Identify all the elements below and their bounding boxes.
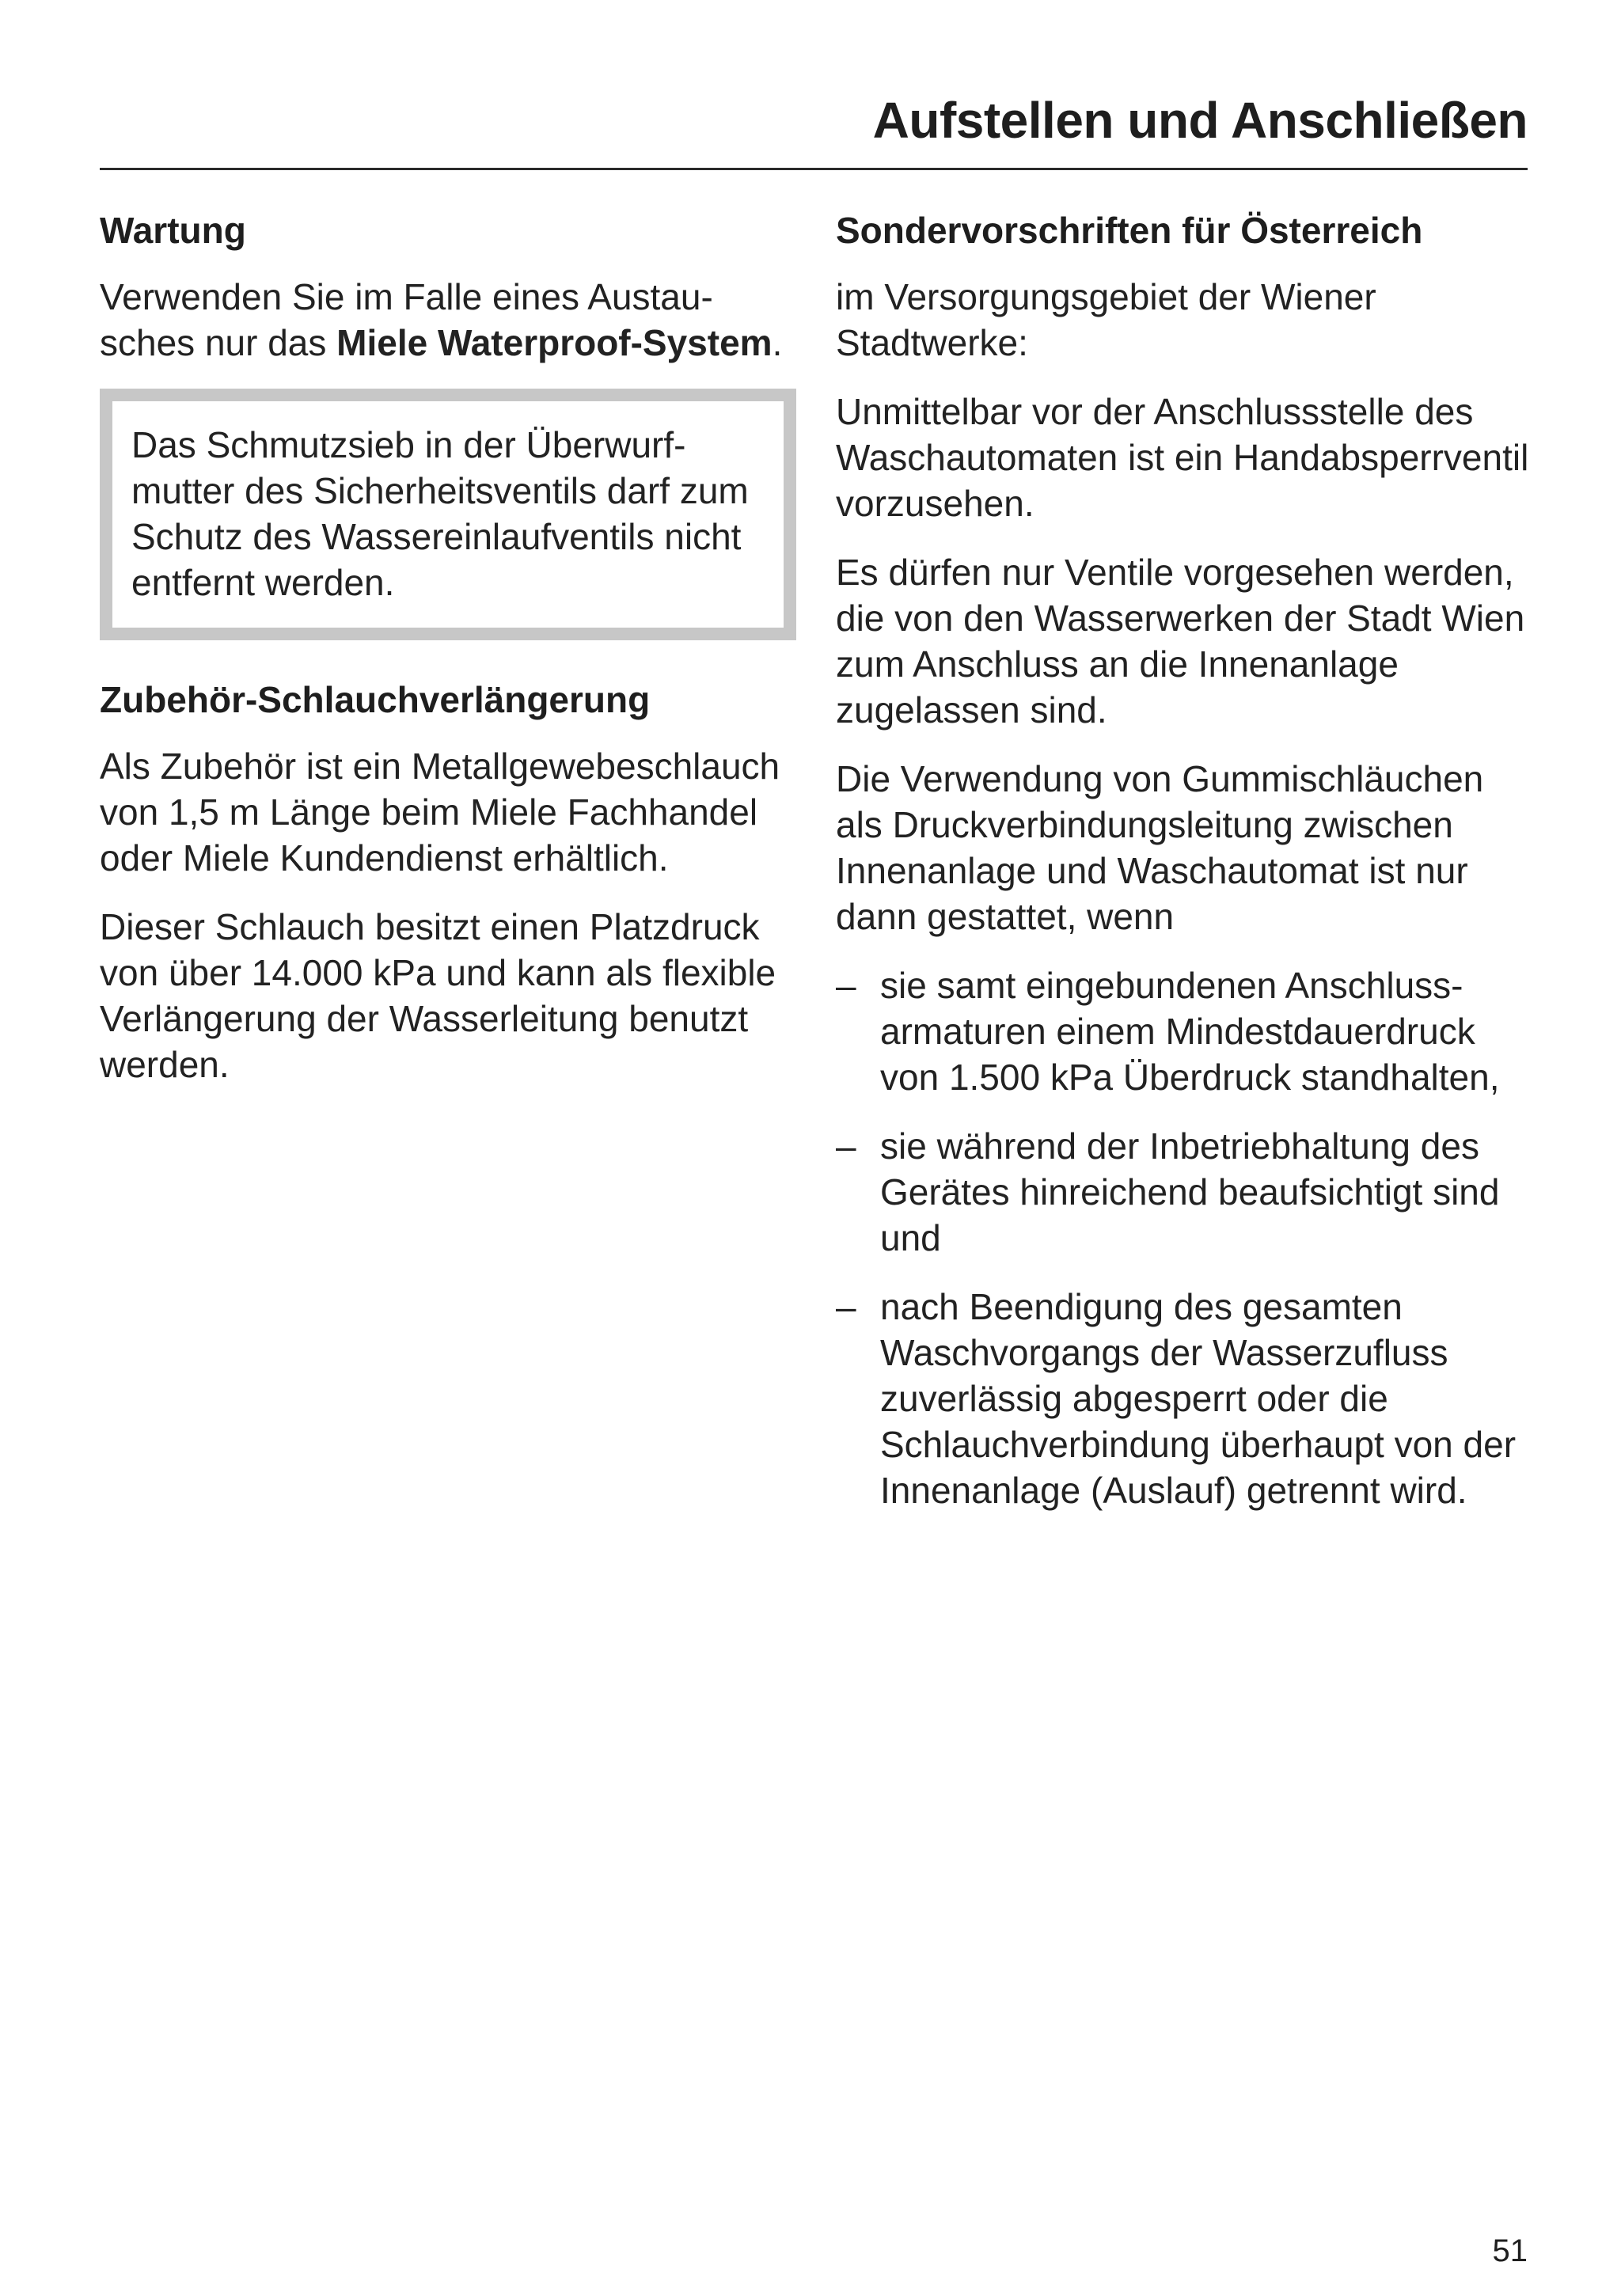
austria-paragraph-1: im Versorgungsgebiet der Wiener Stadtwerke: bbox=[836, 276, 1376, 363]
left-column bbox=[100, 207, 793, 1110]
page-title: Aufstellen und Anschließen bbox=[872, 92, 1528, 149]
austria-paragraph-2: Unmittelbar vor der Anschlussstelle des Waschautomaten ist ein Handabsperrventil vorzusehen. bbox=[836, 391, 1529, 524]
header-rule bbox=[100, 168, 1528, 170]
dash-bullet: – bbox=[836, 1286, 856, 1327]
list-item bbox=[836, 1284, 1532, 1513]
list-item bbox=[836, 962, 1532, 1100]
warning-text: Das Schmutzsieb in der Überwurfmutter des Sicherheitsventils darf zum Schutz des Wassereinlaufventils nicht entfernt werden. bbox=[131, 424, 749, 603]
list-item-text: sie samt eingebundenen Anschlussarmaturen einem Mindestdauerdruck von 1.500 kPa Überdruck standhalten, bbox=[880, 965, 1500, 1098]
wartung-paragraph bbox=[100, 274, 793, 366]
wartung-text-post: . bbox=[772, 322, 783, 363]
right-column bbox=[836, 207, 1532, 1536]
wartung-text-bold: Miele Waterproof-System bbox=[336, 322, 773, 363]
warning-box bbox=[100, 389, 796, 640]
page-number: 51 bbox=[1492, 2233, 1528, 2268]
list-item-text: nach Beendigung des gesamten Waschvorgangs der Wasserzufluss zuverlässig abgesperrt oder die Schlauchverbindung überhaupt von der Innenanlage (Auslauf) getrennt wird. bbox=[880, 1286, 1517, 1511]
list-item-text: sie während der Inbetriebhaltung des Gerätes hinreichend beaufsichtigt sind und bbox=[880, 1125, 1500, 1258]
austria-heading: Sondervorschriften für Österreich bbox=[836, 210, 1423, 251]
austria-paragraph-3: Es dürfen nur Ventile vorgesehen werden, die von den Wasserwerken der Stadt Wien zum Anschluss an die Innenanlage zugelassen sind. bbox=[836, 552, 1525, 731]
dash-bullet: – bbox=[836, 965, 856, 1006]
zubehoer-heading: Zubehör-Schlauchverlängerung bbox=[100, 679, 651, 720]
zubehoer-paragraph-1: Als Zubehör ist ein Metallgewebeschlauch von 1,5 m Länge beim Miele Fachhandel oder Miele Kundendienst erhältlich. bbox=[100, 746, 780, 879]
conditions-list bbox=[836, 962, 1532, 1513]
wartung-text-pre: Verwenden Sie im Falle eines Austausches nur das bbox=[100, 276, 713, 363]
dash-bullet: – bbox=[836, 1125, 856, 1167]
zubehoer-paragraph-2: Dieser Schlauch besitzt einen Platzdruck von über 14.000 kPa und kann als flexible Verlängerung der Wasserleitung benutzt werden. bbox=[100, 906, 776, 1085]
list-item bbox=[836, 1123, 1532, 1261]
wartung-heading: Wartung bbox=[100, 210, 246, 251]
austria-paragraph-4: Die Verwendung von Gummischläuchen als Druckverbindungsleitung zwischen Innenanlage und Waschautomat ist nur dann gestattet, wenn bbox=[836, 758, 1484, 937]
